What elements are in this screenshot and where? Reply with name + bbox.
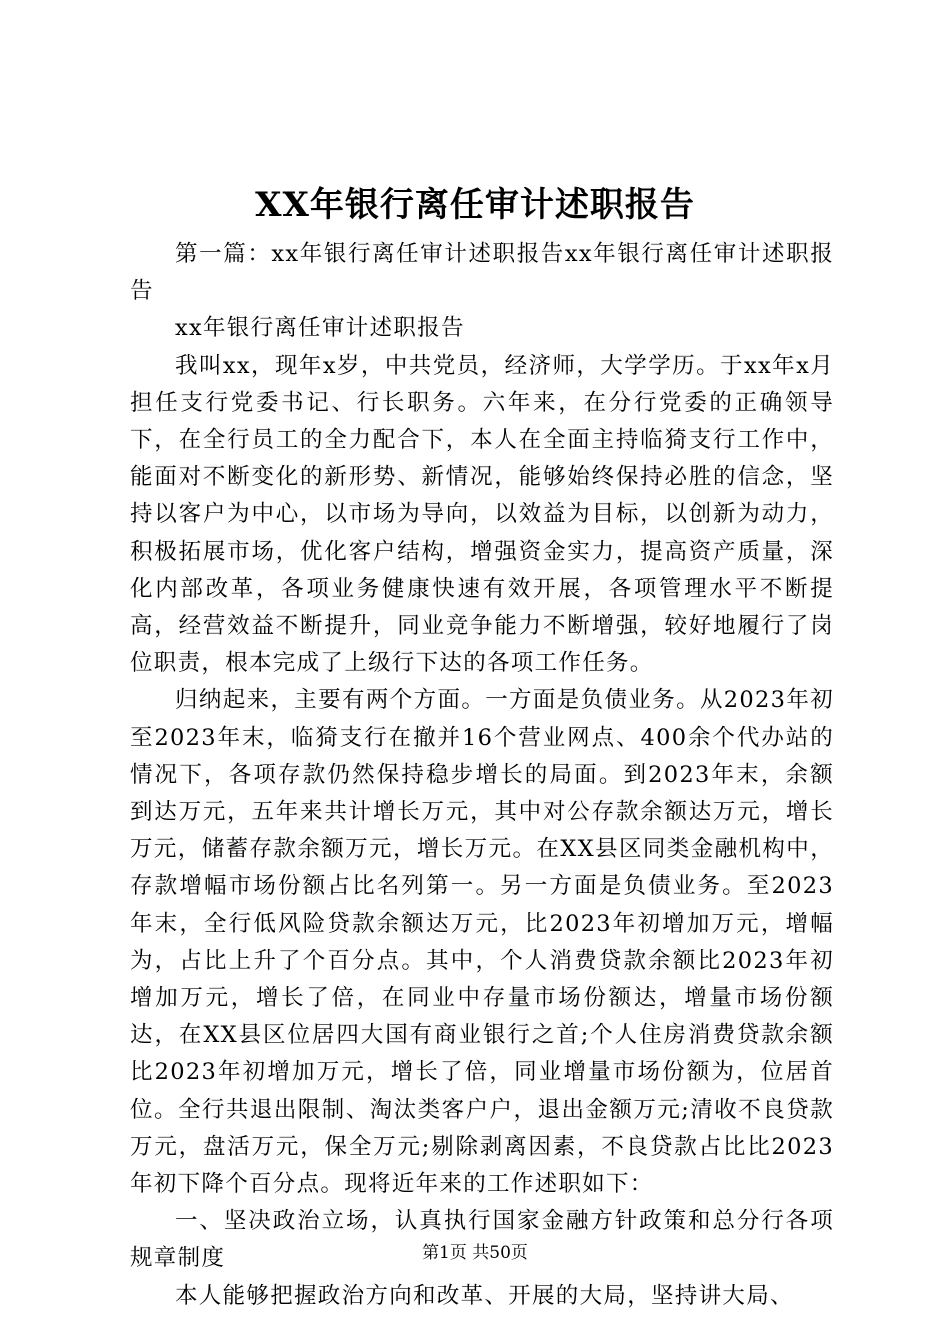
paragraph-summary: 归纳起来，主要有两个方面。一方面是负债业务。从2023年初至2023年末，临猗支行在撤并16个营业网点、400余个代办站的情况下，各项存款仍然保持稳步增长的局面。到2023年末，余额到达万元，五年来共计增长万元，其中对公存款余额达万元，增长万元，储蓄存款余额万元，增长万元。在XX县区同类金融机构中，存款增幅市场份额占比名列第一。另一方面是负债业务。至2023年末，全行低风险贷款余额达万元，比2023年初增加万元，增幅为，占比上升了个百分点。其中，个人消费贷款余额比2023年初增加万元，增长了倍，在同业中存量市场份额达，增量市场份额达，在XX县区位居四大国有商业银行之首;个人住房消费贷款余额比2023年初增加万元，增长了倍，同业增量市场份额为，位居首位。全行共退出限制、淘汰类客户户，退出金额万元;清收不良贷款万元，盘活万元，保全万元;剔除剥离因素，不良贷款占比比2023年初下降个百分点。现将近年来的工作述职如下：	[130, 687, 834, 1198]
document-body	[130, 236, 834, 1315]
paragraph-report-subtitle: xx年银行离任审计述职报告	[175, 315, 465, 342]
document-title: XX年银行离任审计述职报告	[255, 185, 695, 225]
paragraph-section-heading: 一、坚决政治立场，认真执行国家金融方针政策和总分行各项规章制度	[130, 1208, 834, 1272]
page-number-footer: 第1页 共50页	[422, 1243, 528, 1263]
paragraph-section-body: 本人能够把握政治方向和改革、开展的大局，坚持讲大局、	[175, 1282, 794, 1309]
paragraph-first-chapter-heading: 第一篇：xx年银行离任审计述职报告xx年银行离任审计述职报告	[130, 241, 834, 305]
paragraph-introduction: 我叫xx，现年x岁，中共党员，经济师，大学学历。于xx年x月担任支行党委书记、行长职务。六年来，在分行党委的正确领导下，在全行员工的全力配合下，本人在全面主持临猗支行工作中，能面对不断变化的新形势、新情况，能够始终保持必胜的信念，坚持以客户为中心，以市场为导向，以效益为目标，以创新为动力，积极拓展市场，优化客户结构，增强资金实力，提高资产质量，深化内部改革，各项业务健康快速有效开展，各项管理水平不断提高，经营效益不断提升，同业竞争能力不断增强，较好地履行了岗位职责，根本完成了上级行下达的各项工作任务。	[130, 352, 834, 677]
